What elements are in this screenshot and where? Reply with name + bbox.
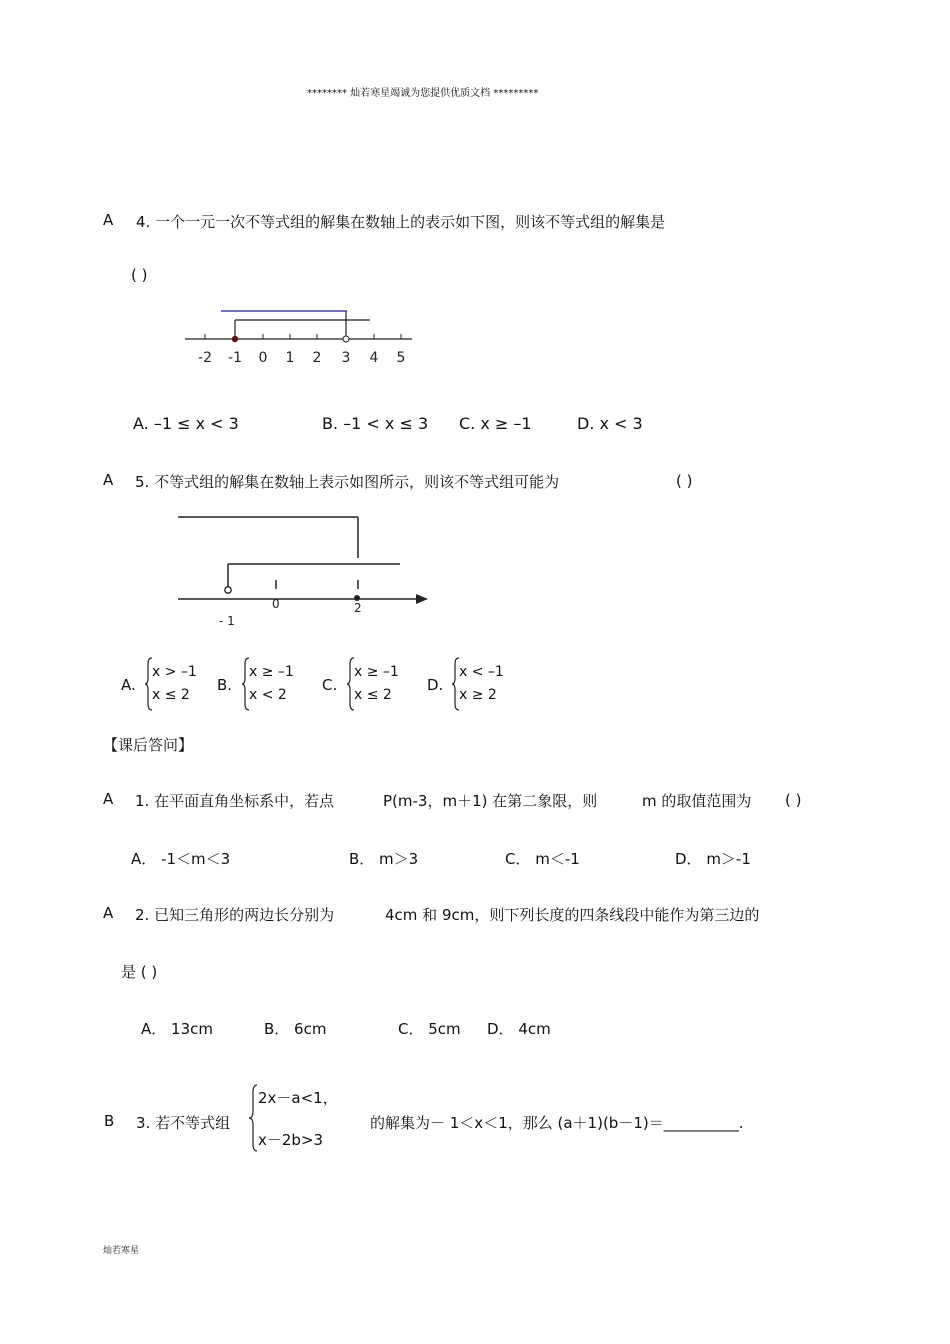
- h2-option-d: D． 4cm: [487, 1020, 551, 1038]
- h2-text-a: 2. 已知三角形的两边长分别为: [135, 906, 335, 924]
- q4-tick-label: 5: [396, 350, 406, 366]
- h1-option-a: A． -1＜m＜3: [131, 850, 231, 868]
- h2-option-a: A． 13cm: [141, 1020, 213, 1038]
- h1-text-a: 1. 在平面直角坐标系中，若点: [135, 792, 335, 810]
- q4-tick-label: 3: [341, 350, 351, 366]
- q5-axis-label: 0: [272, 597, 280, 611]
- h2-text-c: 是 ( ): [121, 963, 158, 981]
- q4-option-d: D. x < 3: [577, 414, 643, 433]
- page-footer: 灿若寒星: [103, 1246, 140, 1256]
- q5-option-c-label: C.: [322, 676, 338, 694]
- q5-text: 5. 不等式组的解集在数轴上表示如图所示，则该不等式组可能为: [135, 473, 560, 491]
- q5-axis-label: - 1: [219, 614, 235, 628]
- h1-text-c: m 的取值范围为: [642, 792, 752, 810]
- q4-tick-label: -1: [228, 350, 242, 366]
- q4-tick-label: 1: [285, 350, 295, 366]
- brace-icon: [249, 1083, 258, 1153]
- q5-open-point: [225, 587, 231, 593]
- h1-level: A: [103, 790, 114, 808]
- q5-option-b-system: x ≥ –1 x < 2: [242, 656, 302, 712]
- q4-tick-label: 2: [312, 350, 322, 366]
- q5-option-d-system: x < –1 x ≥ 2: [452, 656, 512, 712]
- q4-level: A: [103, 211, 114, 229]
- q4-option-c: C. x ≥ –1: [459, 414, 532, 433]
- q4-text: 4. 一个一元一次不等式组的解集在数轴上的表示如下图，则该不等式组的解集是: [136, 213, 666, 231]
- h1-option-d: D． m＞-1: [675, 850, 751, 868]
- h1-text-b: P(m-3，m＋1) 在第二象限，则: [383, 792, 598, 810]
- q5-option-a-system: x > –1 x ≤ 2: [145, 656, 205, 712]
- h2-level: A: [103, 904, 114, 922]
- h3-system: 2x－a<1， x－2b>3: [249, 1083, 349, 1153]
- arrow-icon: [416, 594, 428, 604]
- q4-option-a: A. –1 ≤ x < 3: [133, 414, 239, 433]
- q4-tick-label: -2: [198, 350, 212, 366]
- q4-tick-label: 0: [258, 350, 268, 366]
- q5-axis-label: 2: [354, 601, 362, 615]
- q5-option-d-label: D.: [427, 676, 444, 694]
- q4-tick-label: 4: [369, 350, 379, 366]
- h2-option-b: B． 6cm: [264, 1020, 327, 1038]
- q4-open-point: [343, 336, 349, 342]
- h3-text-b: 的解集为－ 1＜x＜1，那么 (a＋1)(b－1)＝__________.: [370, 1114, 744, 1132]
- h3-text-a: 3. 若不等式组: [136, 1114, 231, 1132]
- q5-option-b-label: B.: [217, 676, 233, 694]
- q4-closed-point: [232, 336, 238, 342]
- q4-number-line: [180, 300, 420, 375]
- h2-text-b: 4cm 和 9cm，则下列长度的四条线段中能作为第三边的: [385, 906, 760, 924]
- page-header: ******** 灿若寒星竭诚为您提供优质文档 *********: [307, 88, 539, 99]
- q4-option-b: B. –1 < x ≤ 3: [322, 414, 429, 433]
- h1-option-b: B． m＞3: [349, 850, 419, 868]
- q5-option-a-label: A.: [121, 676, 136, 694]
- h1-paren: ( ): [785, 791, 802, 809]
- q5-level: A: [103, 471, 114, 489]
- h2-option-c: C． 5cm: [398, 1020, 461, 1038]
- section-title: 【课后答问】: [103, 736, 194, 754]
- q5-paren: ( ): [676, 472, 693, 490]
- h3-level: B: [104, 1112, 115, 1130]
- h1-option-c: C． m＜-1: [505, 850, 580, 868]
- q5-number-line: [170, 508, 440, 633]
- q4-paren: ( ): [131, 266, 148, 284]
- q5-option-c-system: x ≥ –1 x ≤ 2: [347, 656, 407, 712]
